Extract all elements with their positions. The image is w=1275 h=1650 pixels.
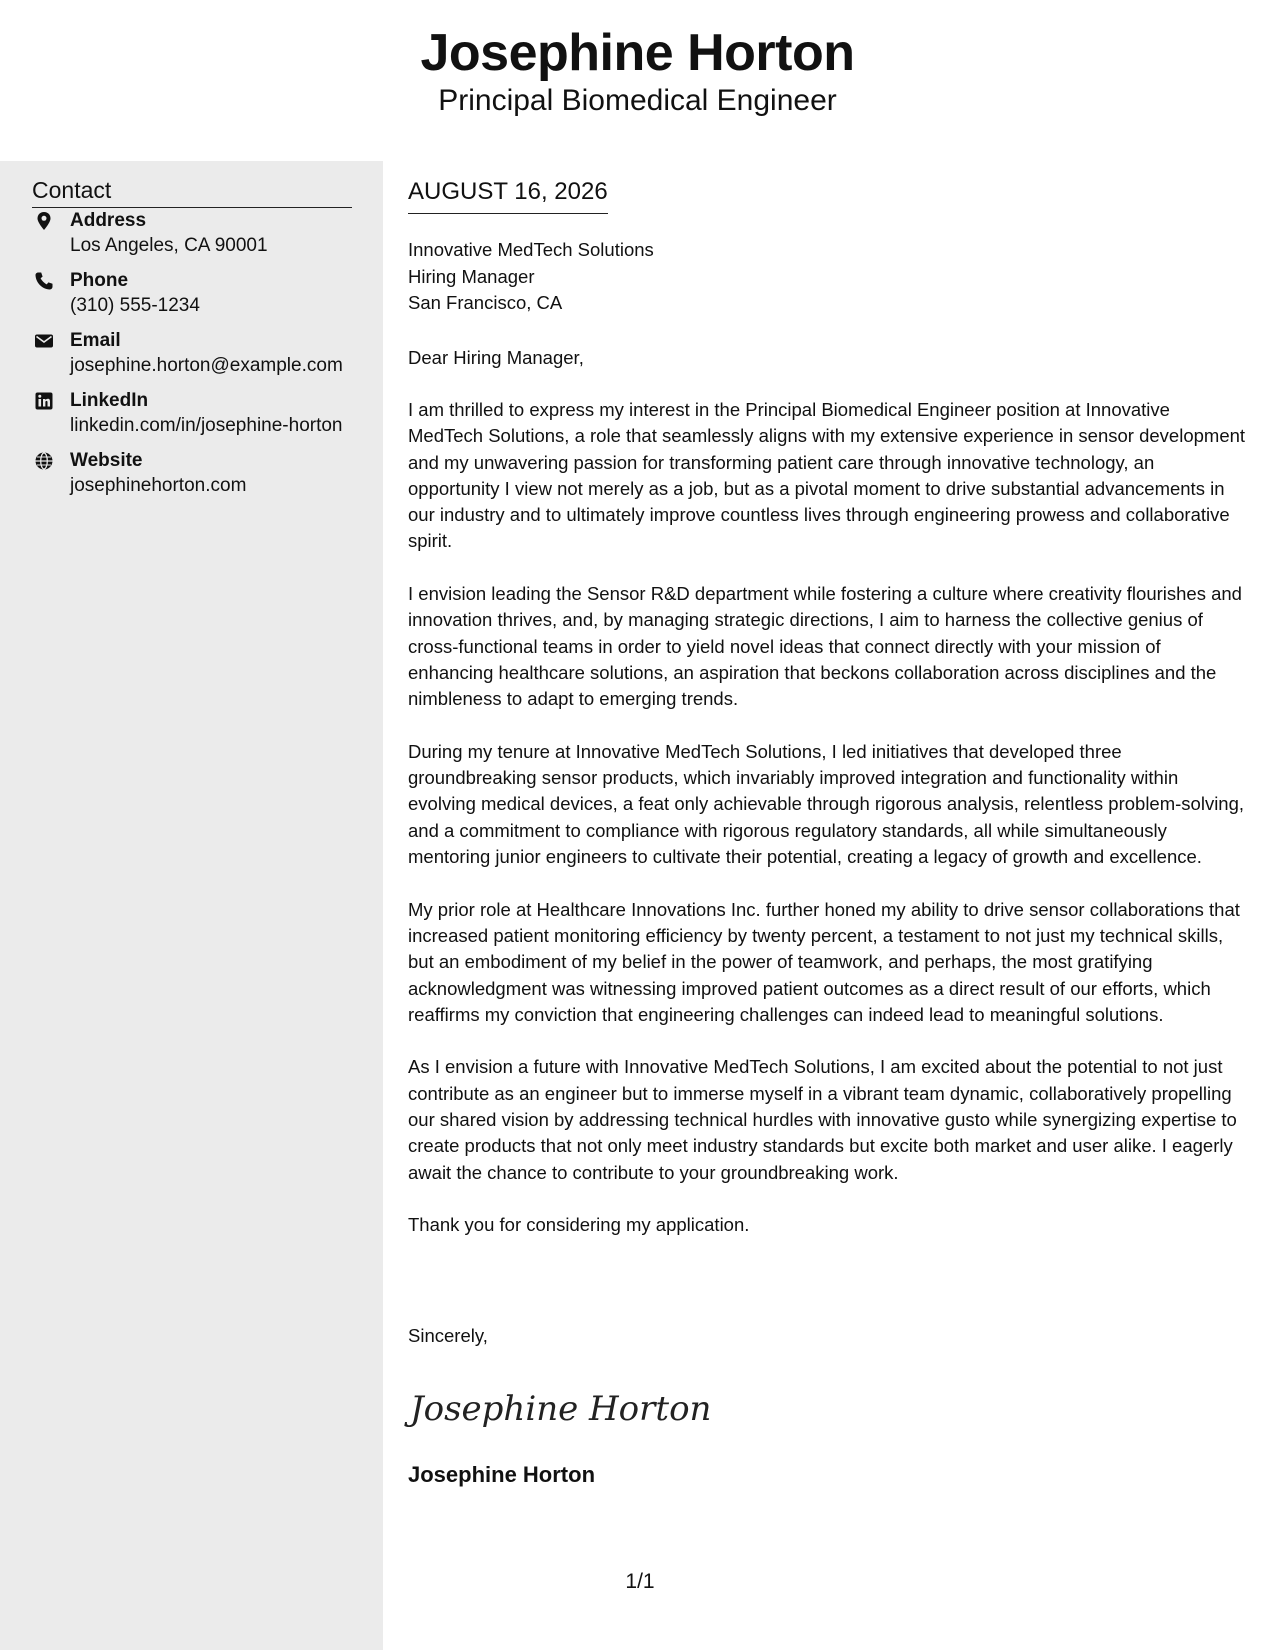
- contact-label: LinkedIn: [70, 390, 149, 411]
- contact-value: josephine.horton@example.com: [70, 355, 343, 376]
- contact-item-website: [32, 449, 362, 505]
- resume-header: [0, 0, 1275, 161]
- envelope-icon: [34, 331, 54, 351]
- contact-value: Los Angeles, CA 90001: [70, 235, 268, 256]
- map-pin-icon: [34, 211, 54, 231]
- letter-paragraphs: [408, 397, 1250, 1265]
- applicant-name: Josephine Horton: [420, 24, 855, 82]
- recipient-location: San Francisco, CA: [408, 292, 563, 313]
- contact-item-phone: [32, 269, 362, 325]
- recipient-role: Hiring Manager: [408, 265, 535, 287]
- paragraph: I am thrilled to express my interest in the Principal Biomedical Engineer position at Innovative MedTech Solutions, a role that seamlessly aligns with my extensive experience in sensor development and my unwavering passion for transforming patient care through innovative technology, an opportunity I view not merely as a job, but as a pivotal moment to drive substantial advancements in our industry and to ultimately improve countless lives through engineering prowess and collaborative spirit.: [408, 399, 1246, 552]
- handwritten-signature: [408, 1376, 712, 1436]
- linkedin-icon: [34, 391, 54, 411]
- salutation: Dear Hiring Manager,: [408, 347, 584, 368]
- signed-name: Josephine Horton: [408, 1462, 596, 1487]
- contact-item-email: [32, 329, 362, 385]
- closing: Sincerely,: [408, 1325, 488, 1346]
- paragraph: Thank you for considering my application.: [408, 1214, 750, 1236]
- paragraph: My prior role at Healthcare Innovations Inc. further honed my ability to drive sensor collaborations that increased patient monitoring efficiency by twenty percent, a testament to not just my technical skills, but an embodiment of my belief in the power of teamwork, and perhaps, the most gratifying acknowledgment was witnessing improved patient outcomes as a direct result of our efforts, which reaffirms my conviction that engineering challenges can indeed lead to meaningful solutions.: [408, 898, 1240, 1025]
- recipient-company: Innovative MedTech Solutions: [408, 239, 654, 260]
- letter-date: AUGUST 16, 2026: [408, 177, 608, 214]
- paragraph: As I envision a future with Innovative MedTech Solutions, I am excited about the potential to not just contribute as an engineer but to immerse myself in a vibrant team dynamic, collaboratively propelling our shared vision by addressing technical hurdles with innovative gusto while synergizing expertise to create products that not only meet industry standards but excite both market and user alike. I eagerly await the chance to contribute to your groundbreaking work.: [408, 1056, 1237, 1183]
- signature-text: Josephine Horton: [410, 1389, 712, 1429]
- contact-heading: Contact: [32, 175, 352, 208]
- contact-label: Phone: [70, 270, 129, 291]
- contact-label: Address: [70, 210, 147, 231]
- contact-value: josephinehorton.com: [70, 475, 247, 496]
- applicant-title: Principal Biomedical Engineer: [438, 84, 837, 117]
- paragraph: I envision leading the Sensor R&D department while fostering a culture where creativity flourishes and innovation thrives, and, by managing strategic directions, I aim to harness the collective genius of cross-functional teams in order to yield novel ideas that connect directly with your mission of enhancing healthcare solutions, an aspiration that beckons collaboration across disciplines and the nimbleness to adapt to emerging trends.: [408, 583, 1242, 710]
- globe-icon: [34, 451, 54, 471]
- phone-icon: [34, 271, 54, 291]
- contact-label: Email: [70, 330, 121, 351]
- recipient-block: [408, 237, 654, 317]
- page-number: 1/1: [625, 1570, 655, 1593]
- contact-label: Website: [70, 450, 143, 471]
- contact-item-linkedin: [32, 389, 362, 445]
- contact-value: linkedin.com/in/josephine-horton: [70, 415, 343, 436]
- contact-item-address: [32, 209, 362, 265]
- paragraph: During my tenure at Innovative MedTech Solutions, I led initiatives that developed three groundbreaking sensor products, which invariably improved integration and functionality within evolving medical devices, a feat only achievable through rigorous analysis, relentless problem-solving, and a commitment to compliance with rigorous regulatory standards, all while simultaneously mentoring junior engineers to cultivate their potential, creating a legacy of growth and excellence.: [408, 740, 1245, 868]
- contact-sidebar: [0, 161, 383, 1650]
- contact-value: (310) 555-1234: [70, 295, 200, 316]
- letter-body: [408, 161, 1250, 1650]
